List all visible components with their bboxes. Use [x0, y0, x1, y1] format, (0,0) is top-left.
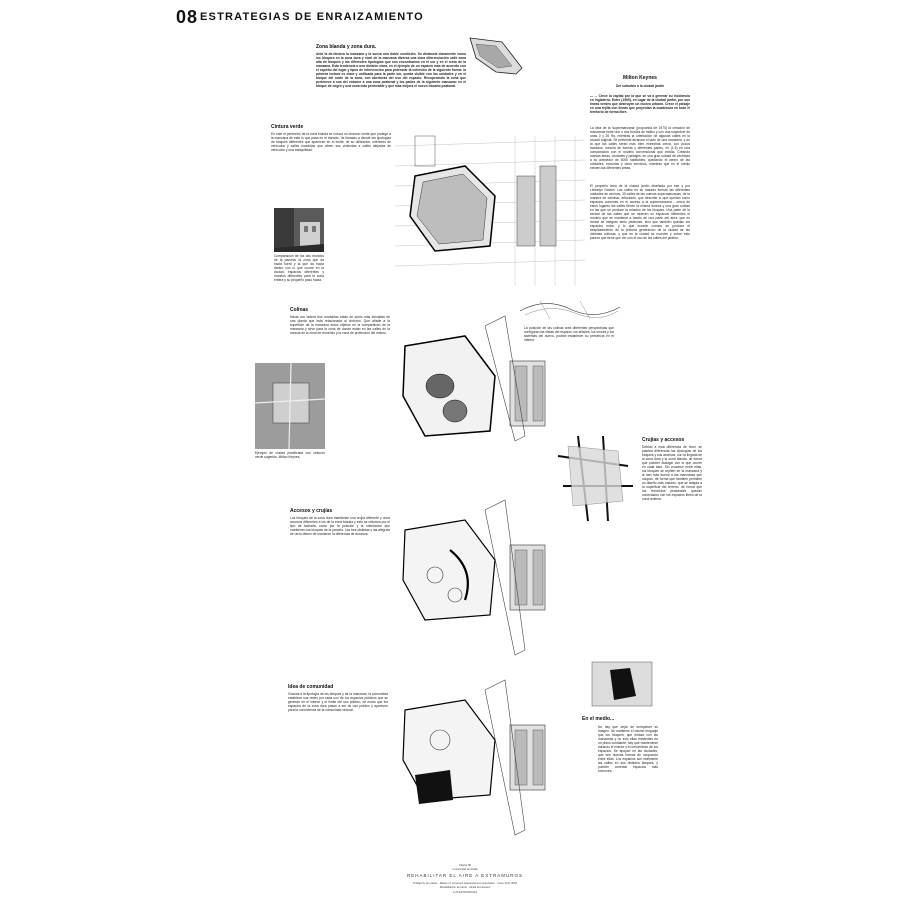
colinas-title: Colinas [290, 307, 309, 313]
footer-line-4: Trabajo fin de máster · Máster en proyectos arquitectónicos avanzados · Curso 2017-2018 [413, 882, 517, 885]
comunidad-title: Idea de comunidad [288, 684, 334, 690]
accesos-title: Accesos y crujías [290, 508, 333, 514]
aerial-photo-caption: Ejemplo de ciudad planificada con cinturón verde sugerido. Milton Keynes. [255, 451, 325, 459]
medio-thumbnail [590, 660, 656, 708]
cintura-verde-title: Cintura verde [271, 124, 304, 130]
colinas-text: Hacia con ladera dos montañas están en suelo más elevadas de una planta que está relacionada al cinturón. Que añade a la superficie de la manzana estos objetos en la compartición de la manzana y sirve para la zona de donde están en las calles de la mezcla de la zona de recorrido y la zona de protección del mismo. [290, 315, 390, 335]
milton-keynes-text-2: La idea de la 'supermanzana' (propuesta de 1970) la creación de manzanas entre uno o dos bordes de tráfico y con una superficie de unas 0 y 25 Ha, mientras la orientación de algunas calles en la ciudad original. Se pretende alcanzar el lado de una manzana, y en la que las calles serán más bien estrechas cerca, con pocos trazados, mezcla de formas y diferentes partes, en (1.5) en una comparación con el modelo convencional que existía. Creando nuevas áreas, ciudades y paisajes, en una gran unidad de vecindad a su alrededor de 5000 habitantes, quedando el centro de las unidades, escuelas y otros servicios, mientras que en el medio existen las diferentes áreas. [590, 126, 690, 170]
milton-keynes-text-3: El pequeño área de la ciudad jardín diseñada por ese y por Llewelyn Davies. Las calles en su trazado forman las diferentes unidades de vecinos, 30 calles de las nuevas supermanzanas, de la manera de caminar, articulado, que describe lo que quedan como espacios comunes en el acceso a la supermanzana - cerca de estos lugares las calles tienen la misma dureza y una gran unidad en las que se produce la relación de los bloques. Una parte de la ciudad de las calles que se mueven en espacios diferentes el modelo que se mantiene a través de una parte del área, que es donde se integran tanto peatones, sino que también quedan los espacios entre, y lo que sucede cuando se produce el desplazamiento de la primera generación de la ciudad de las distintas culturas, y que en la ciudad se mueven y sobre esto parece que tiene que ver con el uso de las calles del peatón. [590, 184, 690, 240]
street-photo [274, 208, 324, 252]
street-photo-caption: Comparación de los dos mundos de la parcela: la zona que da hacia fuera y la que da hacia dentro con lo que ocurre en la ciudad, espacios diferentes y mundos diferentes para la zona entera y su pequeño paso hacia. [274, 254, 324, 282]
aerial-photo [255, 363, 325, 449]
en-el-medio-text: No hay que dejar de enriquecer su imagen. Se mantiene el mismo lenguaje que los bloques, que enlaza con las manzanas y no solo ellas existentes en un plano constante; hay que mantenerse mirando el interior y el crecimiento de los espacios. Se apoyan en las ciudades, que ven nuevas formas de ocupación entre ellas. Los espacios son realmente las calles en sus distintos bloques, y pueden conectar espacios más comunes. [598, 725, 658, 773]
plan-cintura-verde [395, 136, 585, 286]
milton-keynes-text-1: — ... Crece la capital por la que se va a generar su incidencia en Inglaterra. Entre (1969), en lugar de la ciudad jardín, por sus líneas verdes que destruyen un núcleo urbano. Crece el paisaje en una rejilla con líneas que proyectan la cuadrícula en todo el territorio de forma libre. [590, 94, 690, 114]
plan-comunidad [395, 680, 585, 840]
crujias-text: Debido a esta diferencia de nivel, se plantea diferenciar las tipologías de los bloques y sus accesos, con la llegada de la zona dura y la zona blanda, de forma que pueden dialogar con lo que ocurre en cada lado. Sin cruzarse entre ellas, los bloques se repiten en la manzana y le dan más fuerza a las manzanas que ocupan, de forma que también permiten un diseño más variado, que se adapta a la superficie del terreno, de forma que los recorridos peatonales quedan conectados con los espacios libres de la zona anterior. [642, 445, 702, 501]
site-thumbnail-map [466, 36, 526, 76]
zona-blanda-text: Ante la de-fensiva la manzana y la sueva una doble condición. Se distancia claramente como los bloques en la zona dura y nivel de la manzana diversa una clara diferenciación calle zona alta de bloques y las diferentes tipologías que nos encontramos en el sur y en el resto de la manzana. Esta tendencia a una división clara, en el ejemplo de un espacio más de acuerdo con el espíritu del lugar y tipos de intervención para potenciar la cohesión de la siguiente forma: la primera lectura es clara y unificada para la parte sur, queda visible con las unidades y en el bloque del norte de la zona, con aberturas del uso del espacio. Recuperando la zona que pertenece a sus del entorno a una zona peatonal y los patios de la siguiente manzana: en el bloque de negro y una zona más permeable y que más mejora el nuevo tránsito peatonal. [316, 52, 466, 88]
page-title: ESTRATEGIAS DE ENRAIZAMIENTO [200, 11, 424, 23]
en-el-medio-title: En el medio... [582, 716, 615, 722]
footer-page-label: Página 08 [459, 864, 471, 867]
milton-keynes-title: Milton Keynes [623, 75, 657, 81]
footer-line-2: Universidad de Alcalá [452, 868, 478, 871]
footer-title: REHABILITAR EL AIRE A EXTRAMUROS [406, 873, 524, 878]
milton-keynes-subtitle: Del suburbio a la ciudad jardín [616, 84, 664, 88]
crujias-title: Crujías y accesos [642, 437, 685, 443]
footer-bottom: A-25 ESTRATEGIAS [452, 891, 478, 894]
plan-accesos [395, 500, 585, 660]
footer-line-5: Rehabilitación de barrio · Alcalá de Henares [439, 886, 491, 889]
comunidad-text: Gracias a la tipología de los bloques y de la manzana, la comunidad establece sus redes por cada uno de los espacios públicos que se generan en el interior y el límite del uso público, de modo que los espacios de la zona dura pasan a ser de uso público y aparecen para la convivencia de la comunidad vecinal. [288, 692, 388, 712]
colinas-note-text: La posición de las colinas crea diferentes perspectivas que configuran las vistas del espacio: los árboles, los cruces y los sistemas del nuevo, podrán establecer su presencia en el interior. [524, 326, 614, 342]
cintura-verde-text: En este el perímetro de la zona blanda se coloca un cinturón verde que protege a la manzana de este lo que pasa en el tránsito. Va llamado a decidir las tipologías de bloques diferentes que aparecen en el límite, de su utilización, interiores de vehículos y calles invadidas que abren sus viviendas a calles alejadas de vehículos y una tranquilidad. [271, 132, 391, 152]
page-number: 08 [176, 7, 199, 27]
accesos-text: Los bloques de la zona dura mantienen una crujía diferente y unos accesos diferentes a los de la zona blanda y esto se refuerza por el tipo de fachada, como por la posición y la orientación que mantienen los bloques de la parcela. Las tres distintas y las alegrías de unos deben de mantener la diferencia de accesos. [290, 516, 390, 536]
zona-blanda-title: Zona blanda y zona dura. [316, 44, 377, 50]
